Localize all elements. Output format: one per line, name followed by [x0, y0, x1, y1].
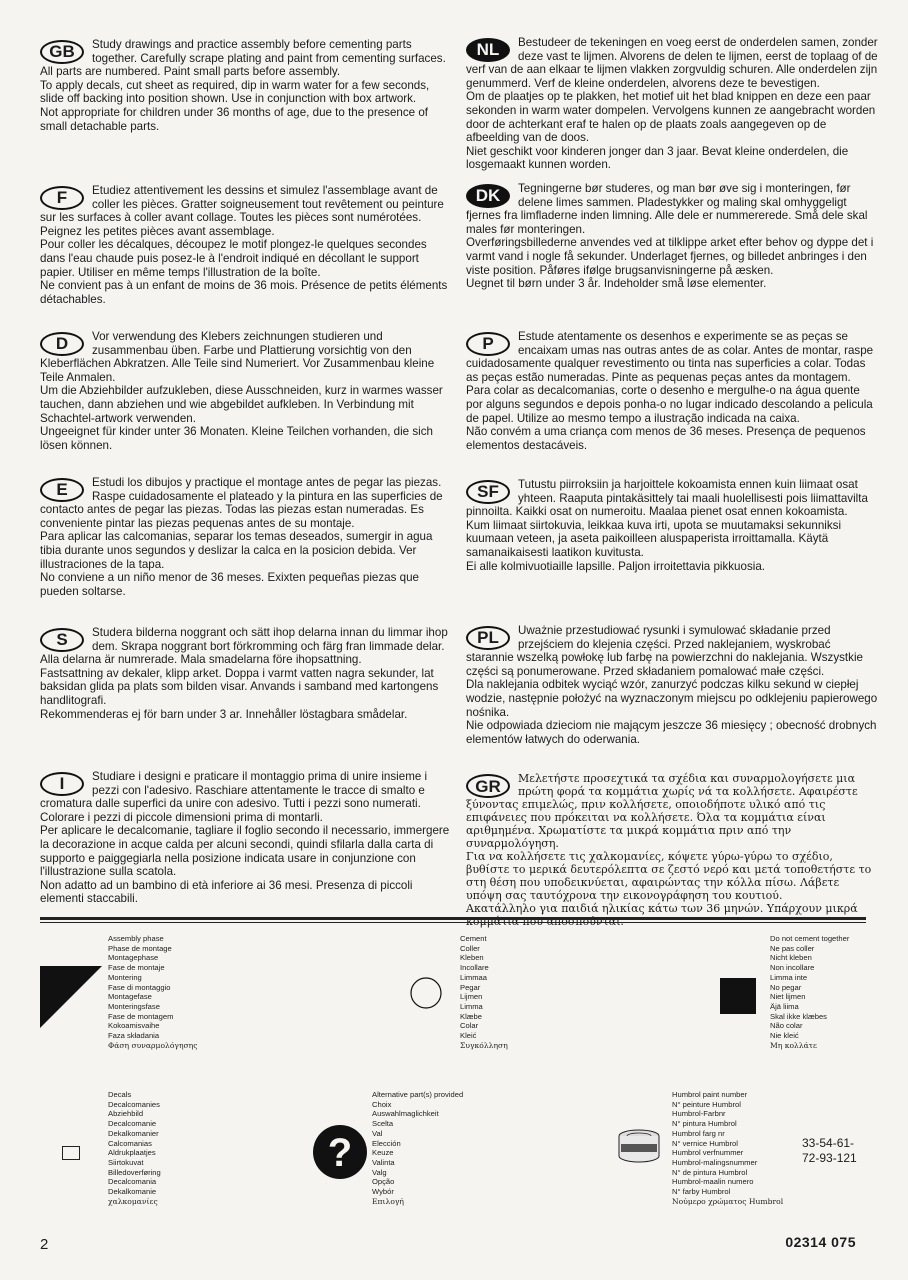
legend-text: Äjä liima — [770, 1001, 799, 1011]
legend-text: Faza składania — [108, 1031, 160, 1041]
lang-block-i — [40, 770, 452, 906]
legend-text: Ne pas coller — [770, 943, 815, 953]
legend-text: Kleić — [460, 1031, 477, 1041]
legend-text: Choix — [372, 1099, 392, 1109]
p-text-2: Para colar as decalcomanias, corte o desenho e mergulhe-o na água quente por alguns segundos e depois ponha-o no lugar indicado descolando a pelicula de papel. Utilize ao mesmo tempo a ilustração indicada na caixa. — [466, 384, 873, 425]
legend-text: Humbrol-Farbnr — [672, 1109, 726, 1119]
lang-block-nl — [466, 36, 878, 172]
legend-text: Νούμερο χρώματος Humbrol — [672, 1196, 784, 1206]
i-text-2: Per aplicare le decalcomanie, tagliare il foglio secondo il necessario, immergere la decorazione in acque calda per alcuni secondi, quindi sfilarla dalla carta di supporto e paiggegiarla nella posizione indicata usare in conjunzione con l'illustrazione sulla scatola. — [40, 824, 450, 879]
gr-text-3: Ακατάλληλο για παιδιά ηλικίας κάτω των 36 μηνών. Υπάρχουν μικρά — [466, 902, 858, 915]
d-text-3: Ungeeignet für kinder unter 36 Monaten. Kleine Teilchen vorhanden, die sich lösen können. — [40, 425, 433, 452]
legend-text: Klæbe — [460, 1011, 482, 1021]
legend-text: Elección — [372, 1138, 401, 1148]
question-mark-icon — [312, 1124, 368, 1180]
legend-assembly-phase — [108, 934, 197, 1050]
dk-text-1: Tegningerne bør studeres, og man bør øve sig i monteringen, før delene limes sammen. Pladestykker og maling skal omhyggeligt fjernes fra limfladerne inden limning. Alle dele er nummererede. Små dele skal males før monteringen. — [466, 182, 868, 236]
legend-text: χαλκομανίες — [108, 1196, 158, 1206]
legend-text: Μη κολλάτε — [770, 1040, 817, 1050]
legend-text: Incollare — [460, 963, 489, 973]
legend-text: Colar — [460, 1021, 479, 1031]
legend-text: Valg — [372, 1167, 387, 1177]
legend-text: Abziehbild — [108, 1109, 144, 1119]
lang-block-gr — [466, 772, 878, 928]
lang-badge-nl: NL — [466, 38, 510, 62]
legend-text: Nicht kleben — [770, 953, 812, 963]
legend-text: Billedoverføring — [108, 1167, 161, 1177]
lang-block-sf — [466, 478, 878, 573]
pl-text-1: Uważnie przestudiować rysunki i symulować składanie przed przejściem do klejenia części. Przed naklejaniem, wyskrobać starannie wszelką powłokę lub farbę na powierzchni do naklejania. Wszystkie części są ponumerowane. Przed składaniem pomalować małe części. — [466, 624, 863, 678]
paint-code-line: 72-93-121 — [802, 1151, 857, 1165]
i-text-3: Non adatto ad un bambino di età inferiore ai 36 mesi. Presenza di piccoli elementi staccabili. — [40, 878, 413, 906]
legend-text: Decalcomania — [108, 1177, 157, 1187]
lang-block-pl — [466, 624, 878, 746]
gb-text-3: Not appropriate for children under 36 months of age, due to the presence of small detachable parts. — [40, 105, 428, 133]
legend-text: Limma — [460, 1001, 483, 1011]
legend-text: N° pintura Humbrol — [672, 1119, 737, 1129]
legend-text: Kokoamisvaihe — [108, 1021, 160, 1031]
lang-badge-i: I — [40, 772, 84, 796]
lang-badge-s: S — [40, 628, 84, 652]
lang-badge-gb: GB — [40, 40, 84, 64]
lang-block-gb — [40, 38, 452, 133]
legend-text: Limma inte — [770, 972, 808, 982]
legend-text: Montagefase — [108, 992, 152, 1002]
legend-text: Assembly phase — [108, 934, 164, 943]
lang-badge-gr: GR — [466, 774, 510, 798]
legend-text: Montagephase — [108, 953, 159, 963]
legend-text: Humbrol-malingsnummer — [672, 1157, 758, 1167]
legend-text: N° peinture Humbrol — [672, 1099, 741, 1109]
legend-text: Siirtokuvat — [108, 1157, 144, 1167]
lang-badge-dk: DK — [466, 184, 510, 208]
d-text-2: Um die Abziehbilder aufzukleben, diese Ausschneiden, kurz in warmes wasser tauchen, dann abziehen und wie abgebildet aufkleben. In Verbindung mit Schachtel-artwork verwenden. — [40, 384, 443, 425]
lang-block-p — [466, 330, 878, 452]
paint-code-example — [802, 1136, 857, 1166]
legend-divider — [40, 917, 866, 920]
legend-text: Keuze — [372, 1148, 394, 1158]
e-text-3: No conviene a un niño menor de 36 meses. Exixten pequeñas piezas que pueden soltarse. — [40, 571, 419, 598]
legend-text: Humbrol farg nr — [672, 1128, 725, 1138]
f-text-2: Pour coller les décalques, découpez le motif plongez-le quelques secondes dans l'eau chaude puis posez-le à l'endroit indiqué en décollant le support papier. Utiliser en même temps l'illustration de la boîte. — [40, 238, 427, 279]
legend-text: Cement — [460, 934, 487, 943]
legend-text: Fase de montagem — [108, 1011, 174, 1021]
legend-text: Επιλογή — [372, 1196, 404, 1206]
legend-text: Opção — [372, 1177, 395, 1187]
lang-badge-f: F — [40, 186, 84, 210]
legend-text: Dekalkomanie — [108, 1187, 157, 1197]
legend-text: Kleben — [460, 953, 484, 963]
svg-text:?: ? — [327, 1131, 353, 1175]
gr-text-2: Για να κολλήσετε τις χαλκομανίες, κόψετε γύρω-γύρω το σχέδιο, βυθίστε το μερικά δευτερόλεπτα σε ζεστό νερό και μετά τοποθετήστε το στη θέση που υποδεικνύεται, αφαιρώντας την κόλλα πίσω. Λάβετε υπόψη σας ταυτόχρονα την εικονογράφηση του κουτιού. — [466, 850, 872, 902]
legend-text: Humbrol verfnummer — [672, 1148, 744, 1158]
e-text-1: Estudi los dibujos y practique el montage antes de pegar las piezas. Raspe cuidadosamente el plateado y la pintura en las superficies de contacto antes de pegar las piezas. Todas las piezas estan numeradas. Es conveniente pintar las piezas pequenas antes de su montaje. — [40, 476, 443, 530]
legend-text: Monteringsfase — [108, 1001, 160, 1011]
lang-badge-sf: SF — [466, 480, 510, 504]
document-code: 02314 075 — [785, 1234, 856, 1250]
dk-text-2: Overføringsbillederne anvendes ved at tilklippe arket efter behov og dyppe det i varmt vand i nogle få sekunder. Underlaget fjernes, og billedet anbringes i den viste position. Påføres ifølge brugsanvisningerne på æsken. — [466, 236, 874, 277]
legend-text: Montering — [108, 972, 142, 982]
legend-text: Fase de montaje — [108, 963, 165, 973]
decals-square-icon — [62, 1146, 80, 1160]
legend-text: Alternative part(s) provided — [372, 1090, 464, 1099]
lang-badge-p: P — [466, 332, 510, 356]
legend-text: Val — [372, 1128, 383, 1138]
f-text-3: Ne convient pas à un enfant de moins de 36 mois. Présence de petits éléments détachables. — [40, 279, 448, 306]
legend-text: No pegar — [770, 982, 802, 992]
cement-circle-icon — [408, 975, 444, 1011]
legend-text: Limmaa — [460, 972, 488, 982]
lang-block-e — [40, 476, 452, 598]
legend-text: Niet lijmen — [770, 992, 806, 1002]
legend-text: Decalcomanies — [108, 1099, 160, 1109]
legend-text: Decalcomanie — [108, 1119, 157, 1129]
legend-text: N° de pintura Humbrol — [672, 1167, 748, 1177]
p-text-3: Não convém a uma criança com menos de 36 meses. Presença de pequenos elementos destacáveis. — [466, 425, 866, 452]
paint-code-line: 33-54-61- — [802, 1136, 855, 1150]
sf-text-1: Tutustu piirroksiin ja harjoittele kokoamista ennen kuin liimaat osat yhteen. Raaputa pintakäsittely tai maali huolellisesti pois liimattavilta pinnoilta. Kaikki osat on numeroitu. Maalaa pienet osat ennen kokoamista. — [466, 478, 868, 519]
s-text-2: Fastsattning av dekaler, klipp arket. Doppa i varmt vatten nagra sekunder, lat baksidan glida pa plats som bilden visar. Anvands i samband med kartongens handlitografi. — [40, 666, 439, 707]
lang-badge-pl: PL — [466, 626, 510, 650]
legend-text: Dekalkomanier — [108, 1128, 159, 1138]
legend-text: Calcomanias — [108, 1138, 152, 1148]
lang-block-dk — [466, 182, 878, 291]
dk-text-3: Uegnet til børn under 3 år. Indeholder små løse elementer. — [466, 277, 767, 291]
gb-text-2: To apply decals, cut sheet as required, dip in warm water for a few seconds, slide off backing into position shown. Use in conjunction with box artwork. — [40, 78, 430, 106]
d-text-1: Vor verwendung des Klebers zeichnungen studieren und zusammenbau üben. Farbe und Plattierung vorsichtig von den Kleberflächen Abkratzen. Alle Teile sind Numeriert. Vor Zusammenbau kleine Teile Anmalen. — [40, 330, 435, 384]
legend-do-not-cement — [770, 934, 849, 1050]
legend-text: Não colar — [770, 1021, 803, 1031]
legend-text: N° vernice Humbrol — [672, 1138, 738, 1148]
legend-text: Συγκόλληση — [460, 1040, 508, 1050]
sf-text-3: Ei alle kolmivuotiaille lapsille. Paljon irroitettavia pikkuosia. — [466, 559, 765, 573]
legend-text: Non incollare — [770, 963, 815, 973]
s-text-1: Studera bilderna noggrant och sätt ihop delarna innan du limmar ihop dem. Skrapa noggrant bort förkromming och färg fran limmade delar. Alla delarna är numrerade. Mala smadelarna före ihopsattning. — [40, 626, 448, 667]
legend-text: Lijmen — [460, 992, 483, 1002]
legend-text: Phase de montage — [108, 943, 172, 953]
lang-badge-e: E — [40, 478, 84, 502]
legend-text: Wybór — [372, 1187, 394, 1197]
legend-text: Aldrukplaatjes — [108, 1148, 156, 1158]
legend-text: Auswahlmaglichkeit — [372, 1109, 439, 1119]
legend-alternative — [372, 1090, 463, 1206]
legend-text: Valinta — [372, 1157, 395, 1167]
assembly-phase-icon — [40, 962, 110, 1030]
legend-text: Coller — [460, 943, 480, 953]
p-text-1: Estude atentamente os desenhos e experimente se as peças se encaixam umas nas outras antes de as colar. Antes de montar, raspe cuidadosamente qualquer revestimento ou tinta nas superficies a colar. Todas as peças estão numeradas. Pinte as pequenas peças antes da montagem. — [466, 330, 874, 384]
nl-text-2: Om de plaatjes op te plakken, het motief uit het blad knippen en deze een paar sekonden in warm water dompelen. Vervolgens kunnen ze aangebracht worden door de achterkant eraf te halen op de plaats zoals aangegeven op de afbeelding van de doos. — [466, 90, 876, 145]
gr-text-1: Μελετήστε προσεχτικά τα σχέδια και συναρμολογήσετε μια πρώτη φορά τα κομμάτια χωρίς νά τα κολλήσετε. Αφαιρέστε ξύνοντας επιμελώς, πριν κολλήσετε, οποιοδήποτε υλικό από τις επιφάνειες που πρόκειται να κολλήσετε. Όλα τα κομμάτια είναι αριθμημένα. Χρωματίστε τα μικρά κομμάτια πριν από την συναρμολόγηση. — [466, 772, 858, 850]
legend-text: Skal ikke klæbes — [770, 1011, 827, 1021]
legend-text: Humbrol-maalin numero — [672, 1177, 754, 1187]
f-text-1: Etudiez attentivement les dessins et simulez l'assemblage avant de coller les pièces. Gratter soigneusement tout revêtement ou peinture sur les surfaces à coller avant collage. Toutes les pièces sont numérotées. Peignez les petites pièces avant assemblage. — [40, 184, 444, 238]
do-not-cement-square-icon — [720, 978, 756, 1014]
i-text-1: Studiare i designi e praticare il montaggio prima di unire insieme i pezzi con l'adesivo. Raschiare attentamente le tracce di smalto e cromatura dalle superfici da unire con adesivo. Tutti i pezzi sono numerati. Colorare i pezzi di piccole dimensioni prima di montarli. — [40, 770, 428, 824]
lang-block-s — [40, 626, 452, 721]
page-number: 2 — [40, 1236, 49, 1253]
nl-text-1: Bestudeer de tekeningen en voeg eerst de onderdelen samen, zonder deze vast te lijmen. Alvorens de delen te lijmen, eerst de toplaag of de verf van de aan elkaar te lijmen vlakken zorgvuldig schuren. Alle onderdelen zijn genummerd. Verf de kleine onderdelen, alvorens deze te bevestigen. — [466, 36, 878, 90]
legend-text: N° farby Humbrol — [672, 1187, 731, 1197]
gb-text-1: Study drawings and practice assembly before cementing parts together. Carefully scrape plating and paint from cementing surfaces. All parts are numbered. Paint small parts before assembly. — [40, 38, 446, 79]
legend-text: Do not cement together — [770, 934, 850, 943]
legend-humbrol — [672, 1090, 783, 1206]
lang-block-d — [40, 330, 452, 452]
legend-divider-thin — [40, 922, 866, 923]
pl-text-2: Dla naklejania odbitek wyciąć wzór, zanurzyć podczas kilku sekund w ciepłej wodzie, następnie położyć na wyznaczonym miejscu po odklejeniu papierowego nośnika. — [466, 678, 878, 719]
lang-badge-d: D — [40, 332, 84, 356]
nl-text-3: Niet geschikt voor kinderen jonger dan 3 jaar. Bevat kleine onderdelen, die losgemaakt kunnen worden. — [466, 144, 849, 172]
legend-text: Pegar — [460, 982, 481, 992]
legend-cement — [460, 934, 508, 1050]
pl-text-3: Nie odpowiada dzieciom nie mającym jeszcze 36 miesięcy ; obecność drobnych elementów łatwych do oderwania. — [466, 719, 877, 746]
legend-text: Nie kleić — [770, 1031, 799, 1041]
legend-decals — [108, 1090, 161, 1206]
legend-text: Decals — [108, 1090, 132, 1099]
legend-text: Fase di montaggio — [108, 982, 171, 992]
legend-text: Humbrol paint number — [672, 1090, 748, 1099]
lang-block-f — [40, 184, 452, 306]
legend-text: Scelta — [372, 1119, 394, 1129]
s-text-3: Rekommenderas ej för barn under 3 ar. Innehåller löstagbara smådelar. — [40, 707, 408, 721]
sf-text-2: Kum liimaat siirtokuvia, leikkaa kuva irti, upota se muutamaksi sekunniksi kuumaan veteen, ja aseta paikoilleen aluspaperista irroittamalla. Käytä samanaikaisesti laatikon kuvitusta. — [466, 518, 842, 559]
paint-tin-icon — [616, 1128, 662, 1168]
e-text-2: Para aplicar las calcomanias, separar los temas deseados, sumergir in agua tibia durante unos segundos y deslizar la calca en la posicion debida. Ver illustraciones de la tapa. — [40, 530, 433, 571]
legend-text: Φάση συναρμολόγησης — [108, 1040, 198, 1050]
